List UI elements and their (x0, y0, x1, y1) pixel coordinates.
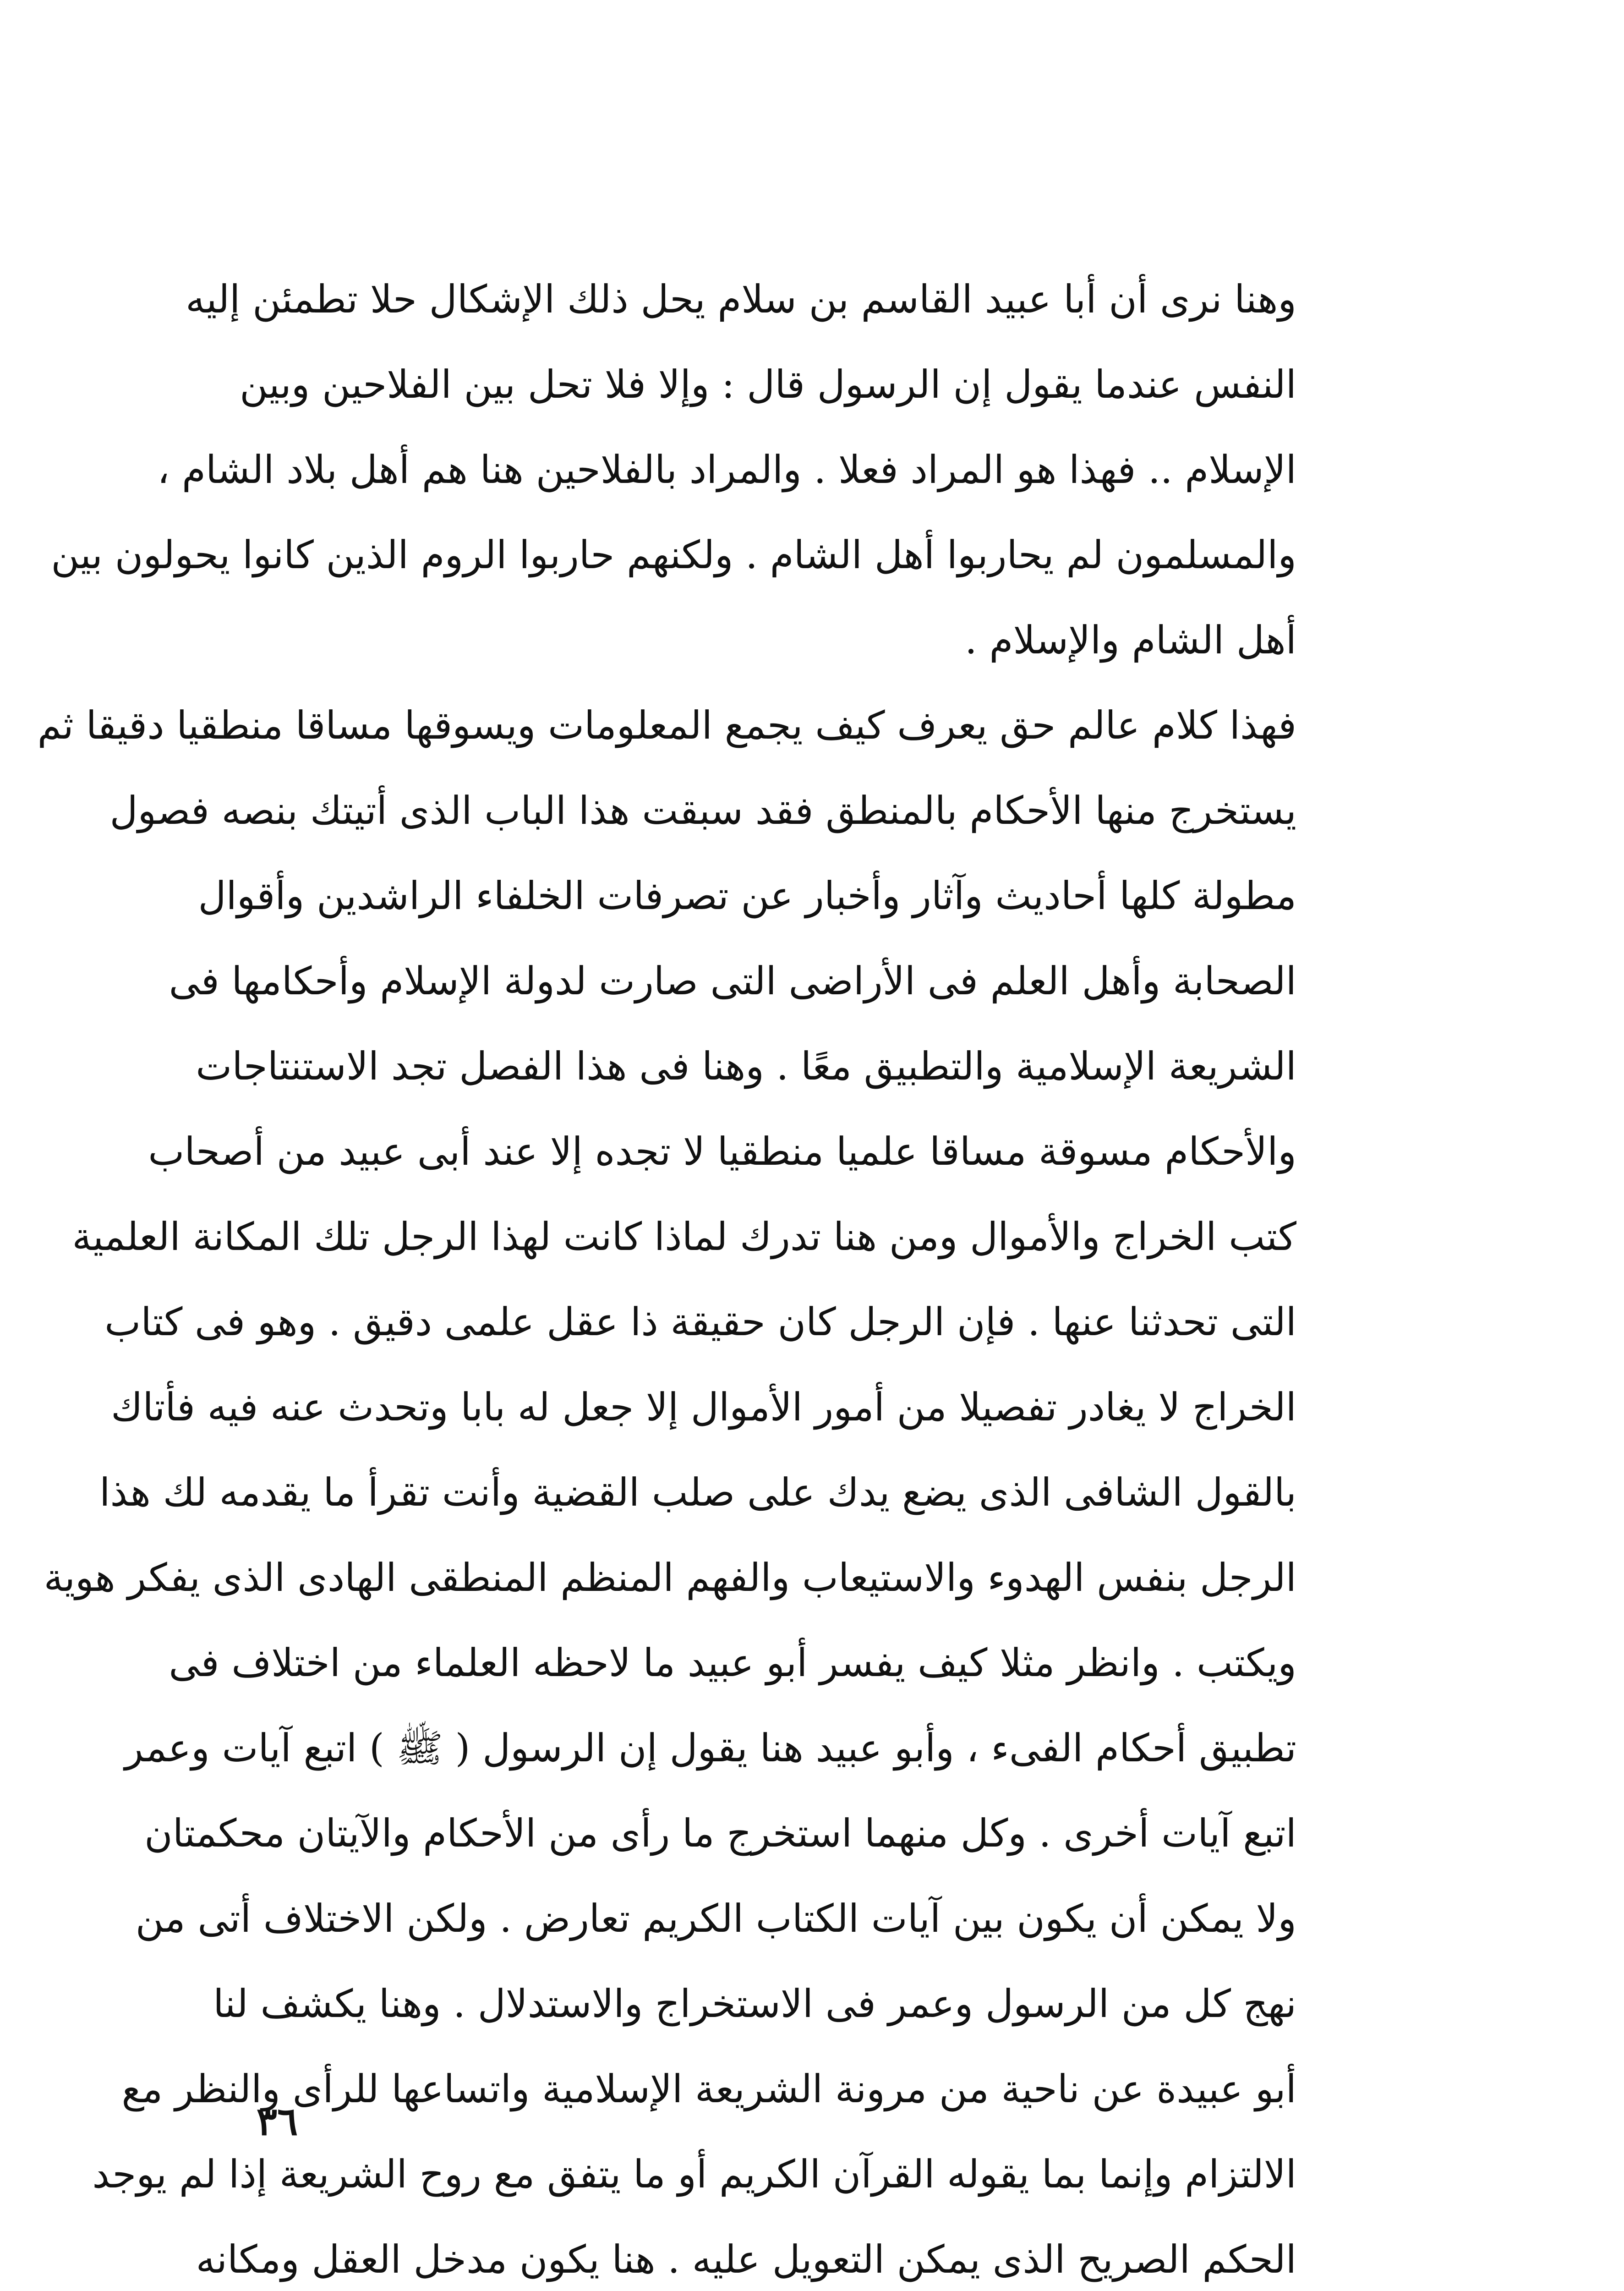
text-line: النفس عندما يقول إن الرسول قال : وإلا فلا تحل بين الفلاحين وبين (240, 362, 1296, 407)
text-line: الحكم الصريح الذى يمكن التعويل عليه . هنا يكون مدخل العقل ومكانه (196, 2237, 1296, 2282)
text-line: الرجل بنفس الهدوء والاستيعاب والفهم المنظم المنطقى الهادى الذى يفكر هوية (44, 1555, 1296, 1600)
text-line: ولا يمكن أن يكون بين آيات الكتاب الكريم تعارض . ولكن الاختلاف أتى من (135, 1896, 1296, 1941)
text-line: الالتزام وإنما بما يقوله القرآن الكريم أو ما يتفق مع روح الشريعة إذا لم يوجد (92, 2152, 1296, 2197)
text-line: وهنا نرى أن أبا عبيد القاسم بن سلام يحل ذلك الإشكال حلا تطمئن إليه (186, 277, 1296, 322)
text-line: مطولة كلها أحاديث وآثار وأخبار عن تصرفات الخلفاء الراشدين وأقوال (198, 873, 1296, 918)
text-line: والمسلمون لم يحاربوا أهل الشام . ولكنهم حاربوا الروم الذين كانوا يحولون بين (51, 532, 1296, 577)
text-line: الصحابة وأهل العلم فى الأراضى التى صارت لدولة الإسلام وأحكامها فى (169, 959, 1296, 1003)
page-number: ٣٦ (257, 2099, 298, 2144)
text-line: نهج كل من الرسول وعمر فى الاستخراج والاستدلال . وهنا يكشف لنا (213, 1981, 1296, 2026)
text-line: أهل الشام والإسلام . (965, 618, 1296, 663)
text-line: التى تحدثنا عنها . فإن الرجل كان حقيقة ذا عقل علمى دقيق . وهو فى كتاب (104, 1299, 1296, 1344)
text-line: اتبع آيات أخرى . وكل منهما استخرج ما رأى من الأحكام والآيتان محكمتان (144, 1811, 1296, 1856)
text-line: ويكتب . وانظر مثلا كيف يفسر أبو عبيد ما لاحظه العلماء من اختلاف فى (169, 1640, 1296, 1685)
text-line: كتب الخراج والأموال ومن هنا تدرك لماذا كانت لهذا الرجل تلك المكانة العلمية (72, 1214, 1296, 1259)
text-line: والأحكام مسوقة مساقا علميا منطقيا لا تجده إلا عند أبى عبيد من أصحاب (148, 1129, 1296, 1174)
text-line: الشريعة الإسلامية والتطبيق معًا . وهنا فى هذا الفصل تجد الاستنتاجات (196, 1044, 1296, 1089)
text-line: يستخرج منها الأحكام بالمنطق فقد سبقت هذا الباب الذى أتيتك بنصه فصول (109, 788, 1296, 833)
text-line: الإسلام .. فهذا هو المراد فعلا . والمراد بالفلاحين هنا هم أهل بلاد الشام ، (157, 447, 1296, 492)
text-line: بالقول الشافى الذى يضع يدك على صلب القضية وأنت تقرأ ما يقدمه لك هذا (99, 1470, 1296, 1515)
body-text (37, 257, 1296, 2291)
text-line: الخراج لا يغادر تفصيلا من أمور الأموال إلا جعل له بابا وتحدث عنه فيه فأتاك (111, 1385, 1296, 1430)
paragraph-2 (37, 683, 1296, 2291)
text-line: فهذا كلام عالم حق يعرف كيف يجمع المعلومات ويسوقها مساقا منطقيا دقيقا ثم (37, 703, 1296, 748)
text-line: تطبيق أحكام الفىء ، وأبو عبيد هنا يقول إن الرسول ( ﷺ ) اتبع آيات وعمر (125, 1726, 1296, 1770)
paragraph-1 (51, 257, 1296, 683)
text-line: أبو عبيدة عن ناحية من مرونة الشريعة الإسلامية واتساعها للرأى والنظر مع (121, 2066, 1296, 2111)
